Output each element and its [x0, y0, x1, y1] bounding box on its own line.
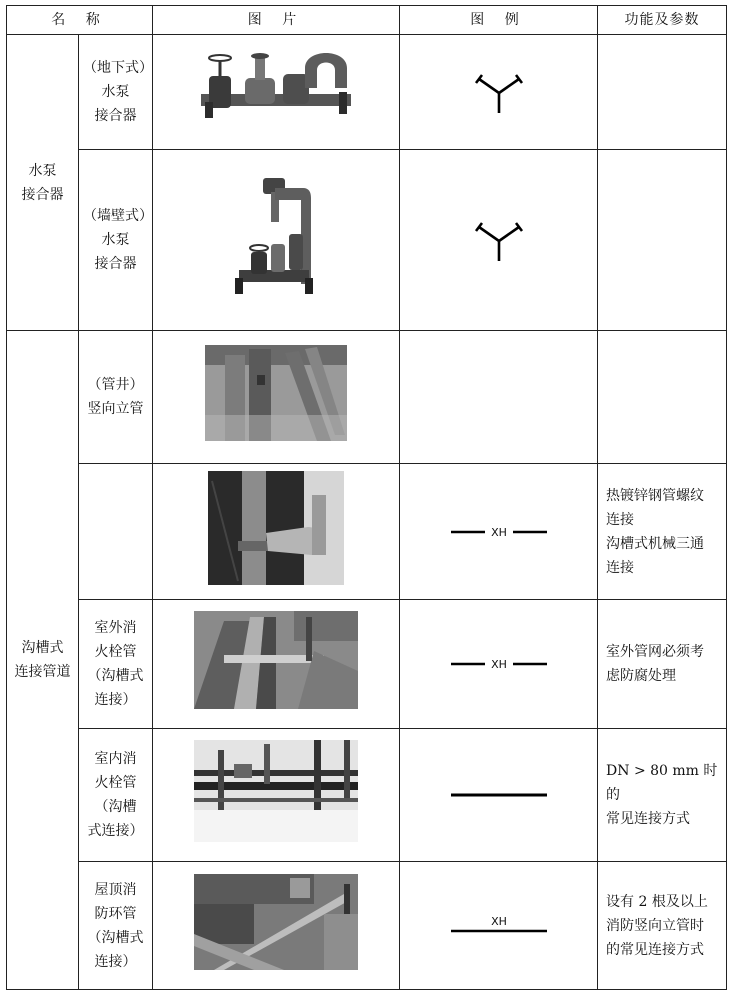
func-line: 设有 2 根及以上	[606, 893, 708, 910]
pump-adapter-legend-icon	[469, 67, 529, 117]
func-line: 室外管网必须考	[606, 644, 705, 660]
xh-label: XH	[490, 525, 507, 539]
sub-name-line: 水泵	[101, 232, 130, 248]
xh-pipe-legend	[449, 913, 549, 939]
sub-name-line: 室外消	[94, 620, 137, 636]
legend-cell	[400, 331, 598, 464]
func-cell	[598, 600, 727, 729]
group-name-line: 沟槽式	[21, 640, 64, 656]
sub-name-line: 接合器	[94, 256, 137, 272]
sub-name	[79, 600, 153, 729]
legend-cell	[400, 150, 598, 331]
outdoor-hydrant-pipe-photo	[194, 611, 358, 709]
func-line: 常见连接方式	[606, 811, 691, 827]
photo-cell	[153, 331, 400, 464]
table-row	[7, 150, 727, 331]
group-name-line: 接合器	[21, 186, 64, 203]
sub-name	[79, 331, 153, 464]
sub-name-line: 水泵	[101, 84, 130, 100]
header-name: 名 称	[7, 6, 153, 35]
fire-pipe-table	[6, 5, 727, 990]
indoor-hydrant-pipe-photo	[194, 740, 358, 842]
func-cell	[598, 862, 727, 990]
legend-cell	[400, 464, 598, 600]
legend-cell	[400, 600, 598, 729]
sub-name	[79, 150, 153, 331]
solid-pipe-legend	[449, 785, 549, 805]
photo-cell	[153, 464, 400, 600]
func-line: 消防竖向立管时	[606, 917, 705, 934]
table-row	[7, 464, 727, 600]
photo-cell	[153, 35, 400, 150]
xh-label: XH	[490, 658, 507, 671]
legend-cell	[400, 729, 598, 862]
photo-cell	[153, 600, 400, 729]
table-row	[7, 600, 727, 729]
table-row	[7, 331, 727, 464]
sub-name	[79, 464, 153, 600]
pump-adapter-underground-photo	[201, 48, 351, 128]
sub-name-line: 火栓管	[94, 775, 137, 791]
header-row	[7, 6, 727, 35]
func-cell	[598, 35, 727, 150]
group-name-line: 连接管道	[14, 664, 71, 680]
func-line: 沟槽式机械三通	[606, 535, 705, 552]
photo-cell	[153, 150, 400, 331]
sub-name-line: 式连接）	[87, 823, 144, 839]
sub-name-line: 连接）	[94, 692, 137, 708]
sub-name-line: （地下式）	[83, 60, 153, 76]
sub-name-line: （沟槽	[94, 799, 137, 815]
xh-label: XH	[490, 914, 507, 928]
xh-pipe-legend	[449, 654, 549, 674]
sub-name	[79, 729, 153, 862]
group-name-pump	[7, 35, 79, 331]
header-photo: 图 片	[153, 6, 400, 35]
photo-cell	[153, 862, 400, 990]
func-cell	[598, 150, 727, 331]
group-name-line: 水泵	[28, 162, 57, 179]
header-func: 功能及参数	[598, 6, 727, 35]
func-cell	[598, 331, 727, 464]
func-line: DN > 80 mm 时的	[606, 763, 718, 803]
pump-adapter-wall-photo	[231, 174, 321, 299]
func-line: 连接	[606, 511, 635, 528]
sub-name-line: 竖向立管	[87, 401, 144, 417]
func-cell	[598, 729, 727, 862]
func-line: 连接	[606, 559, 635, 576]
legend-cell	[400, 35, 598, 150]
header-legend: 图 例	[400, 6, 598, 35]
table-row	[7, 862, 727, 990]
sub-name-line: （管井）	[87, 377, 144, 393]
legend-cell	[400, 862, 598, 990]
func-cell	[598, 464, 727, 600]
table-row	[7, 729, 727, 862]
sub-name	[79, 35, 153, 150]
roof-ring-pipe-photo	[194, 874, 358, 970]
table-row	[7, 35, 727, 150]
pump-adapter-legend-icon	[469, 215, 529, 265]
sub-name-line: 火栓管	[94, 644, 137, 660]
sub-name-line: 屋顶消	[94, 881, 137, 898]
sub-name-line: （沟槽式	[87, 668, 144, 684]
group-name-groove	[7, 331, 79, 990]
xh-pipe-legend	[449, 522, 549, 542]
groove-tee-photo	[208, 471, 344, 585]
shaft-riser-photo	[205, 345, 347, 441]
sub-name-line: 防环管	[94, 905, 137, 922]
sub-name-line: （沟槽式	[87, 929, 144, 946]
photo-cell	[153, 729, 400, 862]
sub-name-line: （墙壁式）	[83, 208, 153, 224]
func-line: 热镀锌钢管螺纹	[606, 487, 705, 504]
func-line: 虑防腐处理	[606, 668, 677, 684]
sub-name	[79, 862, 153, 990]
func-line: 的常见连接方式	[606, 941, 705, 958]
sub-name-line: 连接）	[94, 953, 137, 970]
sub-name-line: 接合器	[94, 108, 137, 124]
sub-name-line: 室内消	[94, 751, 137, 767]
